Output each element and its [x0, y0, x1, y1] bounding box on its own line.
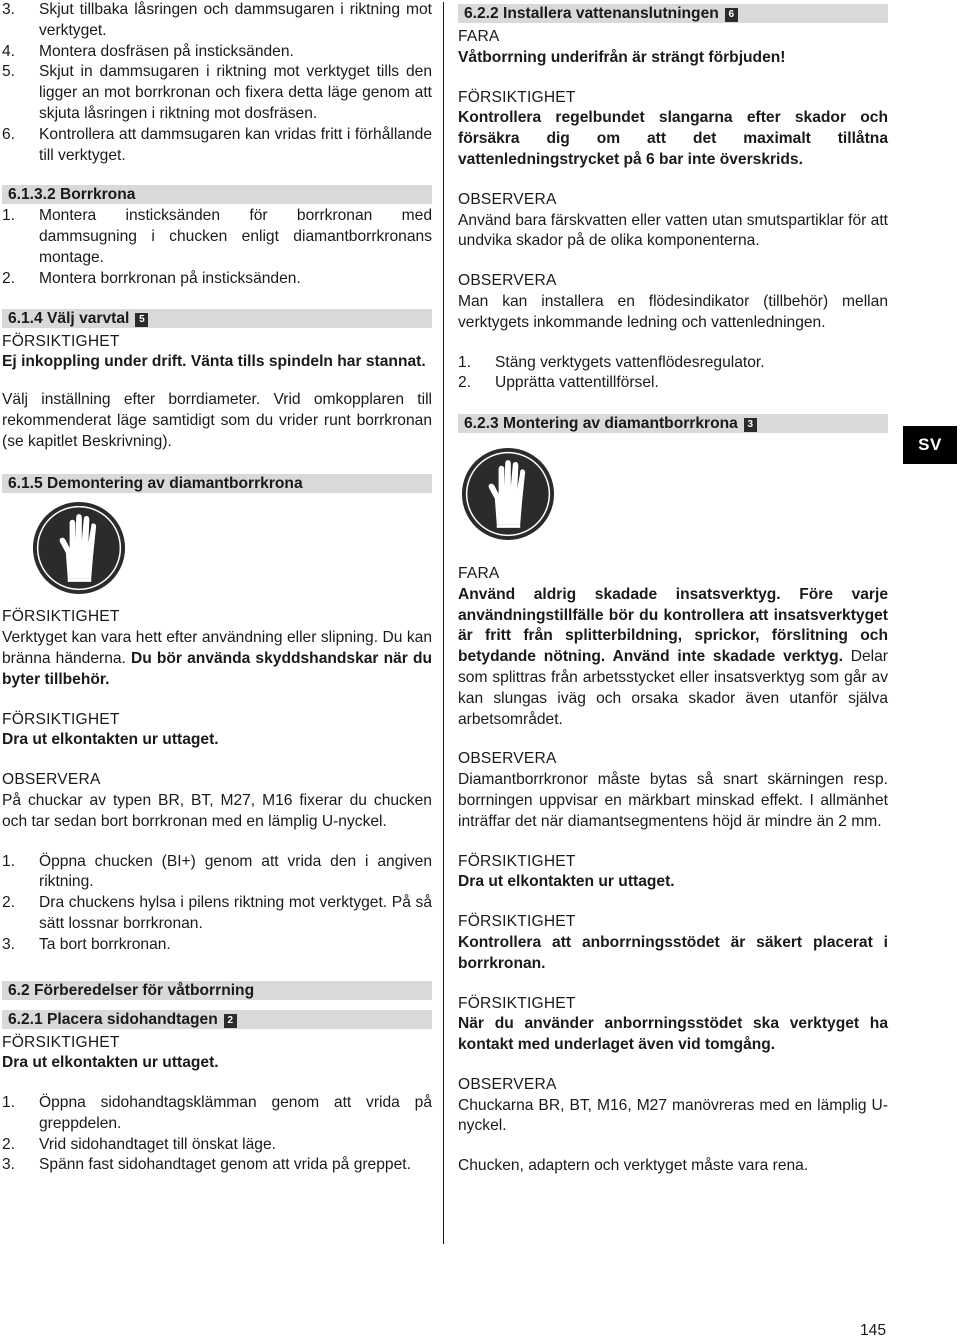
step-number: 1.: [2, 852, 16, 870]
step-number: 1.: [2, 1094, 16, 1112]
danger-text-normal: Delar som splittras från arbetsstycket eller insatsverktyg som går av kan slungas iväg och orsaka skador även utanför själva arbetsområdet.: [458, 648, 888, 728]
caution-text-normal: Verktyget kan vara hett efter användning eller slipning. Du kan bränna händerna.: [2, 629, 432, 667]
caution-label: FÖRSIKTIGHET: [458, 913, 576, 931]
step-number: 1.: [2, 207, 16, 225]
step-number: 3.: [2, 1, 16, 18]
note-text: Chuckarna BR, BT, M16, M27 manövreras med en lämplig U-nyckel.: [458, 1096, 888, 1135]
step-number: 1.: [458, 353, 472, 371]
step-number: 6.: [2, 125, 16, 143]
caution-label: FÖRSIKTIGHET: [2, 332, 120, 350]
note-text: Använd bara färskvatten eller vatten utan smutspartiklar för att undvika skador på de olika komponenterna.: [458, 211, 888, 250]
left-column: [2, 0, 432, 1176]
list-item: [2, 206, 432, 268]
caution-label: FÖRSIKTIGHET: [458, 994, 576, 1012]
step-text: Skjut tillbaka låsringen och dammsugaren i riktning mot verktyget.: [39, 1, 432, 39]
demontering-steps: [2, 852, 432, 956]
caution-text: När du använder anborrningsstödet ska verktyget ha kontakt med underlaget även vid tomgång.: [458, 1015, 888, 1054]
note-label: OBSERVERA: [458, 1075, 557, 1093]
figure-reference-badge: 2: [224, 1014, 237, 1028]
caution-text: Dra ut elkontakten ur uttaget.: [2, 731, 219, 749]
section-title: 6.2.3 Montering av diamantborrkrona: [464, 415, 738, 433]
step-text: Montera borrkronan på insticksänden.: [39, 269, 301, 287]
step-number: 2.: [2, 269, 16, 287]
list-item: [2, 269, 432, 290]
step-number: 4.: [2, 42, 16, 60]
step-number: 2.: [2, 1135, 16, 1153]
note-label: OBSERVERA: [458, 190, 557, 208]
borrkrona-steps: [2, 206, 432, 289]
section-heading-6-2-1: [2, 1010, 432, 1029]
note-text: På chuckar av typen BR, BT, M27, M16 fixerar du chucken och tar sedan bort borrkronan med en lämplig U-nyckel.: [2, 791, 432, 830]
step-number: 5.: [2, 63, 16, 81]
list-item: [2, 893, 432, 935]
list-item: [2, 62, 432, 124]
caution-text: Kontrollera regelbundet slangarna efter skador och försäkra dig om att det maximalt tillåtna vattenledningstrycket på 6 bar inte överskrids.: [458, 109, 888, 168]
step-text: Öppna sidohandtagsklämman genom att vrida på greppdelen.: [39, 1094, 432, 1132]
note-label: OBSERVERA: [458, 750, 557, 768]
section-heading-6-2-3: [458, 414, 888, 433]
danger-text: [458, 585, 888, 731]
section-heading-6-1-5: [2, 474, 432, 493]
body-paragraph: Välj inställning efter borrdiameter. Vrid omkopplaren till rekommenderat läge samtidigt som du vrider runt borrkronan (se kapitlet Beskrivning).: [2, 391, 432, 450]
glove-pictogram: [32, 501, 432, 602]
step-number: 3.: [2, 1156, 16, 1174]
section-title: 6.1.4 Välj varvtal: [8, 309, 130, 327]
top-steps-list: [2, 0, 432, 166]
step-text: Ta bort borrkronan.: [39, 935, 171, 953]
column-divider: [443, 2, 444, 1244]
step-text: Vrid sidohandtaget till önskat läge.: [39, 1135, 276, 1153]
protective-gloves-icon: [461, 447, 555, 541]
list-item: [2, 1135, 432, 1156]
glove-pictogram: [461, 447, 888, 548]
caution-text: Dra ut elkontakten ur uttaget.: [458, 873, 675, 891]
step-text: Upprätta vattentillförsel.: [495, 374, 659, 392]
section-heading-6-2-2: [458, 4, 888, 23]
section-heading-6-1-3-2: [2, 185, 432, 204]
step-text: Montera dosfräsen på insticksänden.: [39, 42, 294, 60]
step-text: Montera insticksänden för borrkronan med dammsugning i chucken enligt diamantborrkronans montage.: [39, 207, 432, 266]
note-text: Man kan installera en flödesindikator (tillbehör) mellan verktygets inkommande ledning och vattenledningen.: [458, 292, 888, 331]
list-item: [458, 353, 888, 374]
step-text: Spänn fast sidohandtaget genom att vrida på greppet.: [39, 1156, 411, 1174]
list-item: [2, 935, 432, 956]
step-text: Stäng verktygets vattenflödesregulator.: [495, 353, 765, 371]
list-item: [458, 373, 888, 394]
caution-label: FÖRSIKTIGHET: [458, 88, 576, 106]
vattenanslutning-steps: [458, 353, 888, 395]
list-item: [2, 125, 432, 167]
caution-text: [2, 628, 432, 690]
closing-paragraph: Chucken, adaptern och verktyget måste vara rena.: [458, 1157, 809, 1175]
caution-label: FÖRSIKTIGHET: [458, 852, 576, 870]
step-text: Skjut in dammsugaren i riktning mot verktyget tills den ligger an mot borrkronan och fixera detta läge genom att skjuta låsringen i riktning mot dosfräsen.: [39, 63, 432, 122]
language-tab: SV: [903, 426, 957, 464]
section-title: 6.2.2 Installera vattenanslutningen: [464, 5, 719, 22]
caution-text-bold: Du bör använda skyddshandskar när du byter tillbehör.: [2, 649, 433, 688]
figure-reference-badge: 3: [744, 418, 757, 432]
step-number: 2.: [458, 374, 472, 392]
section-title: 6.1.5 Demontering av diamantborrkrona: [8, 474, 303, 492]
caution-text: Kontrollera att anborrningsstödet är säkert placerat i borrkronan.: [458, 933, 888, 972]
list-item: [2, 42, 432, 63]
step-text: Öppna chucken (BI+) genom att vrida den i angiven riktning.: [39, 852, 432, 891]
figure-reference-badge: 6: [725, 8, 738, 22]
step-text: Dra chuckens hylsa i pilens riktning mot verktyget. På så sätt lossnar borrkronan.: [39, 894, 432, 932]
sidohandtag-steps: [2, 1093, 432, 1176]
danger-text: Våtborrning underifrån är strängt förbjuden!: [458, 48, 786, 66]
step-number: 3.: [2, 935, 16, 953]
protective-gloves-icon: [32, 501, 126, 595]
section-title: 6.2.1 Placera sidohandtagen: [8, 1010, 218, 1028]
caution-text: Dra ut elkontakten ur uttaget.: [2, 1054, 219, 1072]
section-title: 6.1.3.2 Borrkrona: [8, 186, 136, 204]
caution-text: Ej inkoppling under drift. Vänta tills spindeln har stannat.: [2, 353, 426, 371]
caution-label: FÖRSIKTIGHET: [2, 1033, 120, 1051]
step-number: 2.: [2, 894, 16, 912]
list-item: [2, 1093, 432, 1135]
right-column: [458, 0, 888, 1177]
danger-label: FARA: [458, 564, 500, 582]
page-number: 145: [860, 1322, 887, 1339]
note-label: OBSERVERA: [2, 771, 101, 789]
danger-label: FARA: [458, 28, 500, 45]
note-label: OBSERVERA: [458, 272, 557, 290]
list-item: [2, 852, 432, 894]
danger-text-bold: Använd aldrig skadade insatsverktyg. Före varje användningstillfälle bör du kontrollera att insatsverktyget är fritt från splitterbildning, sprickor, förslitning och betydande nötning. Använd inte skadade verktyg.: [458, 585, 888, 666]
list-item: [2, 1155, 432, 1176]
list-item: [2, 0, 432, 42]
caution-label: FÖRSIKTIGHET: [2, 710, 120, 728]
section-heading-6-2: [2, 981, 432, 1000]
caution-label: FÖRSIKTIGHET: [2, 608, 120, 626]
step-text: Kontrollera att dammsugaren kan vridas fritt i förhållande till verktyget.: [39, 125, 432, 164]
section-title: 6.2 Förberedelser för våtborrning: [8, 981, 255, 999]
section-heading-6-1-4: [2, 309, 432, 328]
figure-reference-badge: 5: [135, 313, 148, 327]
note-text: Diamantborrkronor måste bytas så snart skärningen resp. borrningen uppvisar en märkbart minskad effekt. I allmänhet inträffar det när diamantsegmentens höjd är mindre än 2 mm.: [458, 771, 888, 830]
